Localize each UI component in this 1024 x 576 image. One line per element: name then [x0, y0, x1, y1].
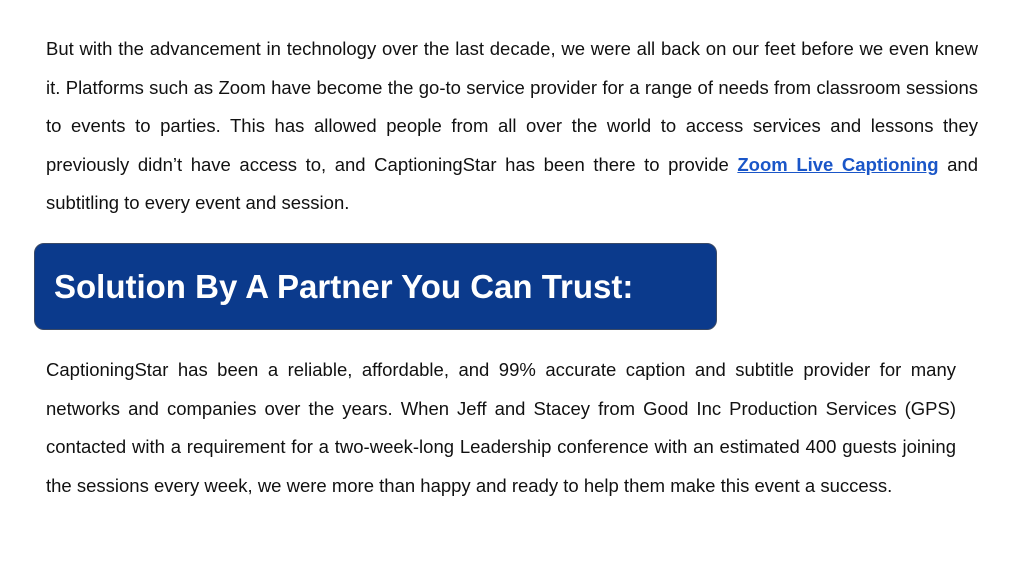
intro-text-after-link: and subtitling to every event and session. — [46, 153, 978, 214]
section-heading: Solution By A Partner You Can Trust: — [54, 268, 634, 305]
section-heading-banner — [34, 243, 717, 330]
body-paragraph: CaptioningStar has been a reliable, affordable, and 99% accurate caption and subtitle provider for many networks and companies over the years. When Jeff and Stacey from Good Inc Production Services (GPS) contacted with a requirement for a two-week-long Leadership conference with an estimated 400 guests joining the sessions every week, we were more than happy and ready to help them make this event a success. — [46, 359, 956, 496]
intro-paragraph — [46, 30, 978, 223]
intro-text-before-link: But with the advancement in technology over the last decade, we were all back on our feet before we even knew it. Platforms such as Zoom have become the go-to service provider for a range of needs from classroom sessions to events to parties. This has allowed people from all over the world to access services and lessons they previously didn’t have access to, and CaptioningStar has been there to provide — [46, 38, 978, 175]
zoom-live-captioning-link[interactable]: Zoom Live Captioning — [737, 153, 939, 175]
